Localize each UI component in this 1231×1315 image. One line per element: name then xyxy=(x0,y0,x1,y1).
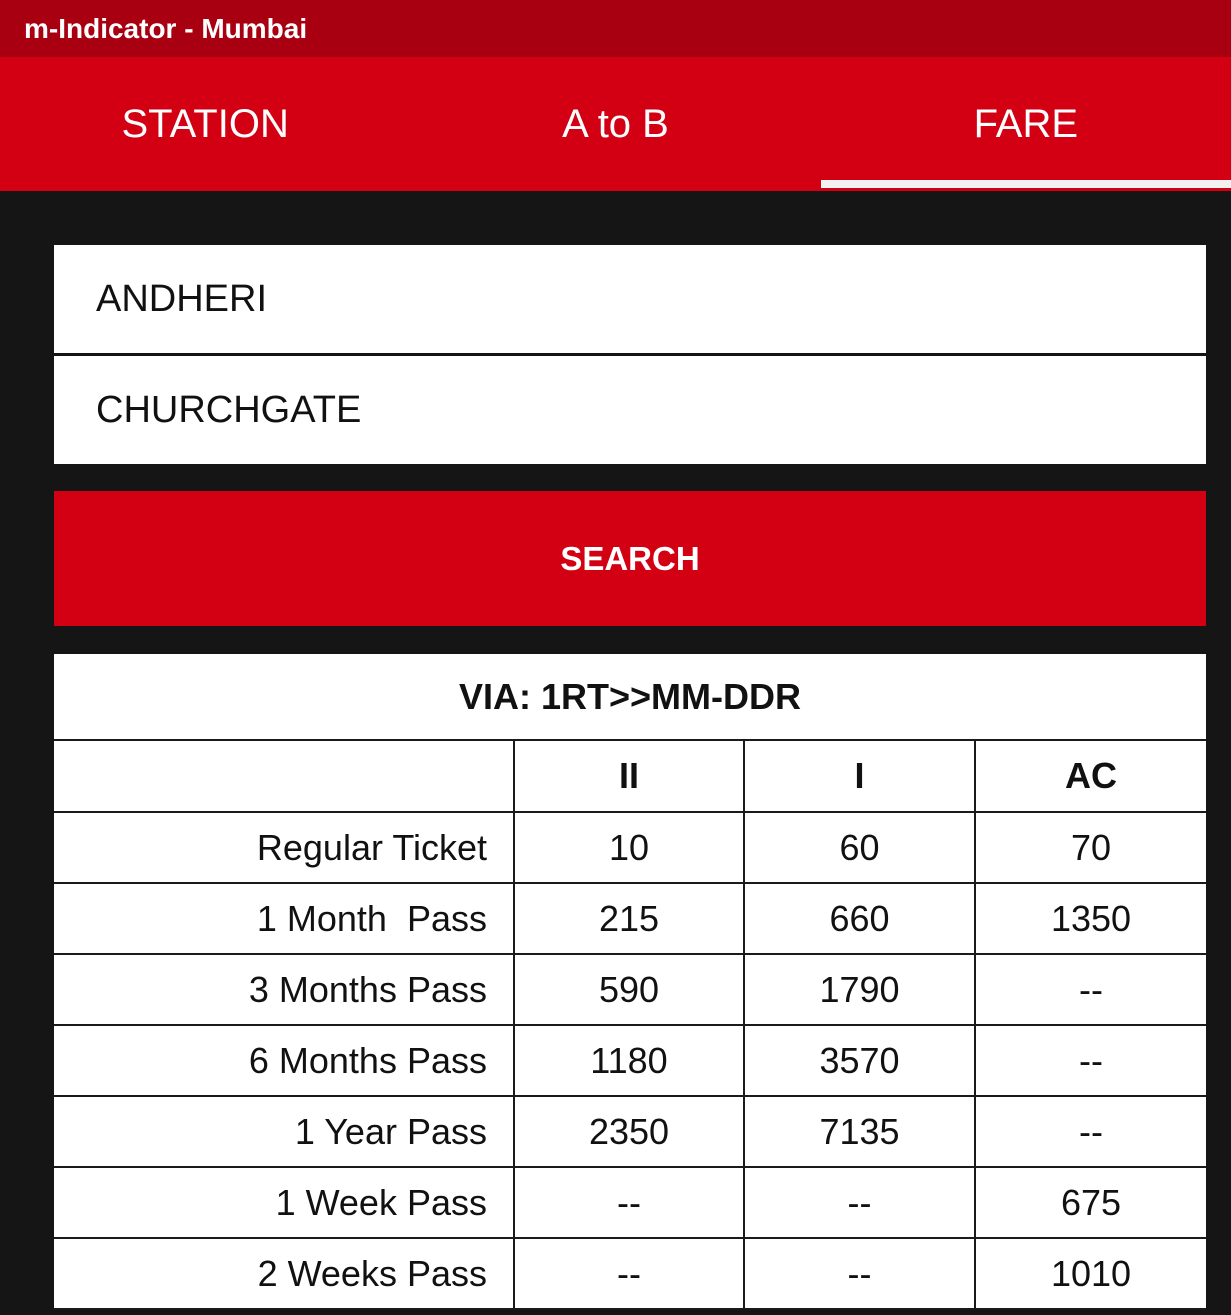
fare-grid xyxy=(54,741,1206,1310)
table-row xyxy=(54,1025,1206,1096)
fare-type-label: 2 Weeks Pass xyxy=(54,1238,514,1309)
tab-bar xyxy=(0,57,1231,191)
from-station-field[interactable] xyxy=(54,245,1206,353)
table-row xyxy=(54,1167,1206,1238)
fare-cell: 660 xyxy=(744,883,975,954)
table-row xyxy=(54,812,1206,883)
fare-cell: -- xyxy=(744,1167,975,1238)
fare-cell: 215 xyxy=(514,883,744,954)
fare-cell: -- xyxy=(514,1167,744,1238)
fare-type-label: 1 Year Pass xyxy=(54,1096,514,1167)
fare-cell: 7135 xyxy=(744,1096,975,1167)
fare-cell: 675 xyxy=(975,1167,1206,1238)
fare-cell: -- xyxy=(514,1238,744,1309)
fare-type-label: 1 Month Pass xyxy=(54,883,514,954)
to-station-field[interactable] xyxy=(54,356,1206,464)
tab-station-label: STATION xyxy=(121,101,289,146)
fare-cell: -- xyxy=(975,1096,1206,1167)
header-cell-ac: AC xyxy=(975,741,1206,812)
tab-a-to-b-label: A to B xyxy=(562,101,669,146)
fare-cell: 1350 xyxy=(975,883,1206,954)
fare-type-label: 3 Months Pass xyxy=(54,954,514,1025)
fare-cell: 2350 xyxy=(514,1096,744,1167)
header-cell-second-class: II xyxy=(514,741,744,812)
search-button[interactable]: SEARCH xyxy=(54,491,1206,626)
tab-station[interactable] xyxy=(0,57,410,191)
fare-cell: -- xyxy=(975,954,1206,1025)
fare-cell: 3570 xyxy=(744,1025,975,1096)
fare-type-label: 6 Months Pass xyxy=(54,1025,514,1096)
fare-cell: 70 xyxy=(975,812,1206,883)
fare-cell: 60 xyxy=(744,812,975,883)
table-row xyxy=(54,883,1206,954)
header-cell-blank xyxy=(54,741,514,812)
fare-type-label: 1 Week Pass xyxy=(54,1167,514,1238)
to-station-value: CHURCHGATE xyxy=(96,388,362,431)
via-route: VIA: 1RT>>MM-DDR xyxy=(54,654,1206,741)
app-title: m-Indicator - Mumbai xyxy=(0,0,1231,57)
fare-cell: -- xyxy=(975,1025,1206,1096)
active-tab-indicator xyxy=(821,180,1231,188)
table-row xyxy=(54,954,1206,1025)
fare-header-row xyxy=(54,741,1206,812)
fare-cell: 10 xyxy=(514,812,744,883)
tab-a-to-b[interactable] xyxy=(410,57,820,191)
fare-cell: 1180 xyxy=(514,1025,744,1096)
table-row xyxy=(54,1096,1206,1167)
fare-cell: 1010 xyxy=(975,1238,1206,1309)
header-cell-first-class: I xyxy=(744,741,975,812)
fare-table xyxy=(54,654,1206,1310)
tab-fare-label: FARE xyxy=(973,101,1079,146)
fare-cell: 1790 xyxy=(744,954,975,1025)
fare-cell: -- xyxy=(744,1238,975,1309)
tab-fare[interactable] xyxy=(821,57,1231,191)
fare-cell: 590 xyxy=(514,954,744,1025)
from-station-value: ANDHERI xyxy=(96,277,268,320)
fare-type-label: Regular Ticket xyxy=(54,812,514,883)
table-row xyxy=(54,1238,1206,1309)
